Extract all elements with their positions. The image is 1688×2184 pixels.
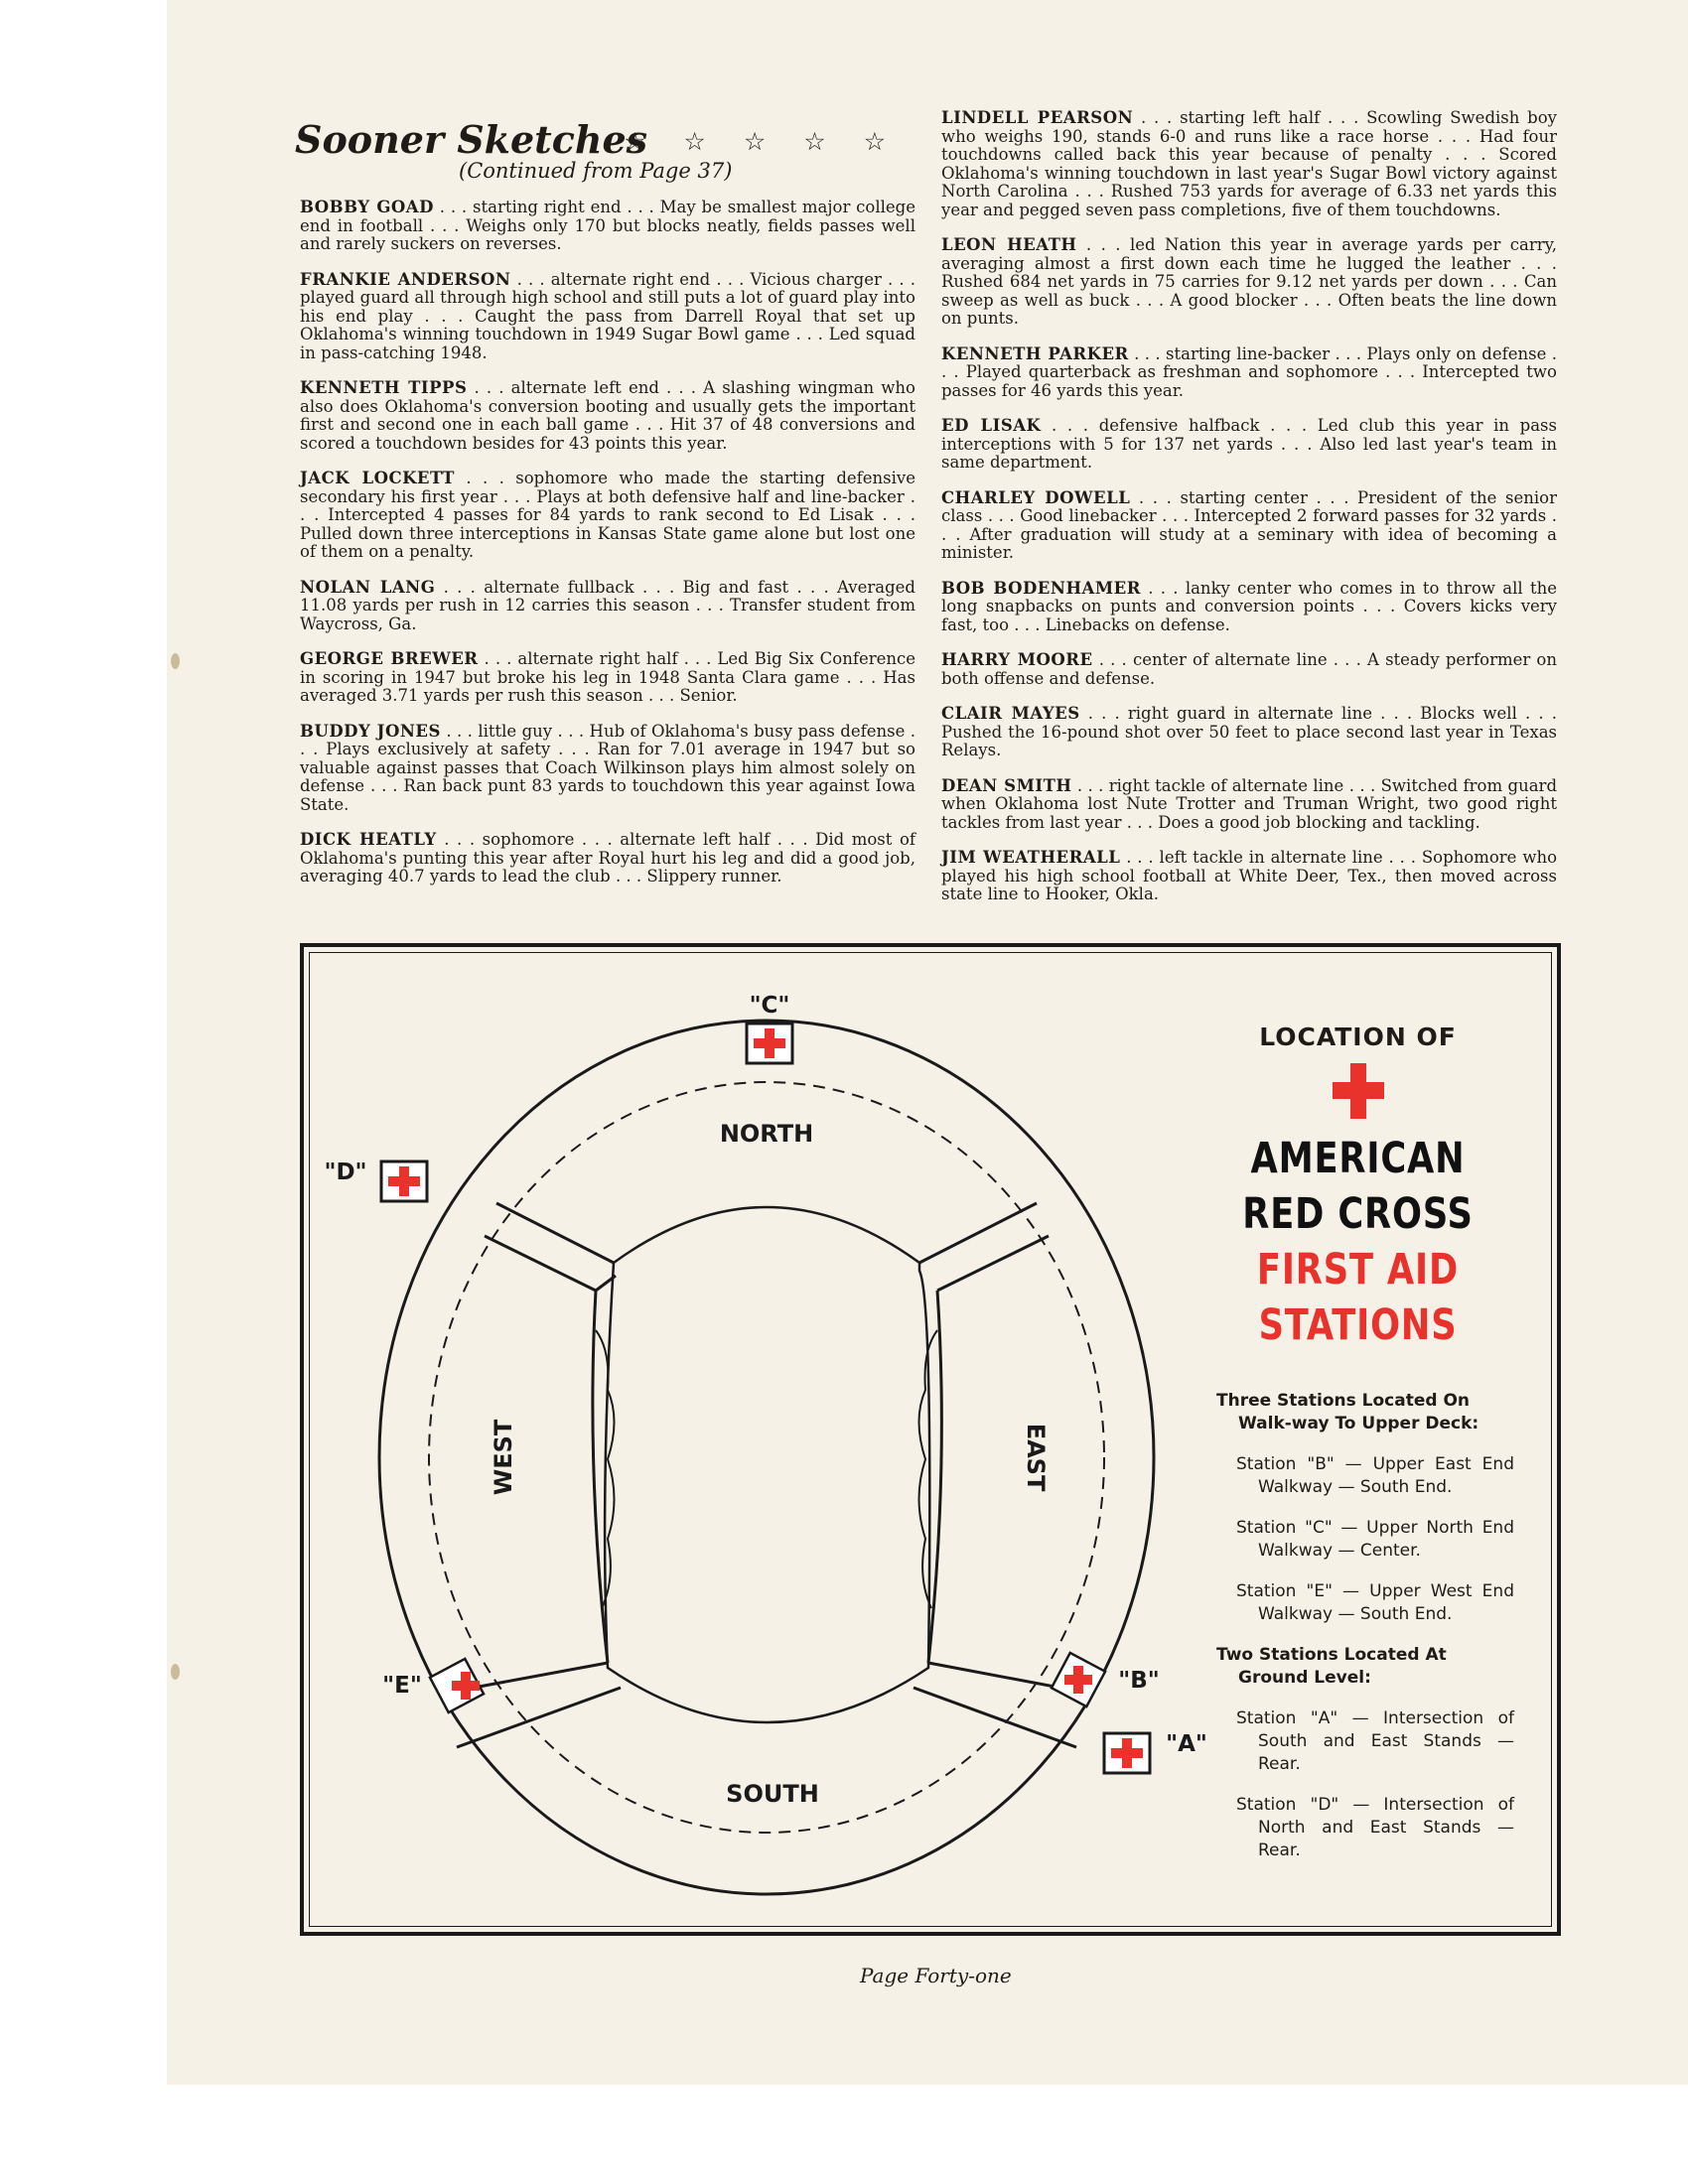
section-title: Sooner Sketches (295, 117, 648, 162)
station-notes (1216, 1390, 1514, 1880)
player-name: GEORGE BREWER (300, 649, 479, 668)
player-description: . . . sophomore . . . alternate left half . . . Did most of Oklahoma's punting this year after Royal hurt his leg and did a good job, averaging 40.7 yards to lead the club . . . Slippery runner. (300, 830, 915, 886)
station-c-label: "C" (749, 993, 790, 1019)
red-cross-icon (1333, 1063, 1384, 1119)
player-description: . . . alternate right end . . . Vicious charger . . . played guard all through high school and still puts a lot of guard play into his end play . . . Caught the pass from Darrell Royal that set up Oklahoma's winning touchdown in 1949 Sugar Bowl game . . . Led squad in pass-catching 1948. (300, 269, 915, 362)
station-e-label: "E" (382, 1673, 422, 1699)
player-name: DICK HEATLY (300, 830, 437, 849)
player-name: KENNETH TIPPS (300, 378, 468, 397)
north-stand-label: NORTH (719, 1120, 814, 1148)
player-name: LEON HEATH (941, 235, 1077, 254)
legend-title-stations: STATIONS (1258, 1300, 1458, 1350)
legend-title-red-cross: RED CROSS (1242, 1189, 1474, 1239)
station-e-marker (430, 1659, 484, 1712)
station-c-marker (747, 1024, 792, 1063)
player-description: . . . starting center . . . President of the senior class . . . Good linebacker . . . Intercepted 2 forward passes for 32 yards . . . After graduation will study at a seminary with idea of becoming a minister. (941, 487, 1557, 562)
player-name: JIM WEATHERALL (941, 848, 1121, 867)
player-description: . . . alternate fullback . . . Big and fast . . . Averaged 11.08 yards per rush in 12 carries this season . . . Transfer student from Waycross, Ga. (300, 577, 915, 633)
player-name: FRANKIE ANDERSON (300, 269, 511, 289)
player-description: . . . lanky center who comes in to throw all the long snapbacks on punts and conversion points . . . Covers kicks very fast, too . . . Linebacks on defense. (941, 578, 1557, 634)
player-name: NOLAN LANG (300, 577, 436, 597)
red-cross-legend (1187, 1023, 1529, 1353)
station-note: Station "A" — Intersection of South and East Stands — Rear. (1236, 1708, 1514, 1774)
player-name: JACK LOCKETT (300, 469, 455, 487)
player-description: . . . starting left half . . . Scowling Swedish boy who weighs 190, stands 6-0 and runs like a race horse . . . Had four touchdowns called back this year because of penalty . . . Scored Oklahoma's winning touchdown in last year's Sugar Bowl victory against North Carolina . . . Rushed 753 yards for average of 6.33 net yards this year and pegged seven pass completions, five of them touchdowns. (941, 108, 1557, 219)
playing-field-edge (605, 1207, 929, 1722)
station-b-marker (1052, 1653, 1105, 1706)
player-name: KENNETH PARKER (941, 343, 1129, 363)
player-name: BOB BODENHAMER (941, 578, 1141, 598)
station-a-label: "A" (1166, 1731, 1207, 1757)
player-name: BUDDY JONES (300, 721, 441, 741)
star-ornaments: ☆☆☆☆☆ (624, 127, 924, 156)
station-d-marker (381, 1161, 427, 1201)
station-d-label: "D" (324, 1160, 367, 1185)
north-west-stand-divider (485, 1203, 614, 1291)
player-description: . . . right guard in alternate line . . . Blocks well . . . Pushed the 16-pound shot over 50 feet to place second last year in Texas Relays. (941, 704, 1557, 759)
player-name: CLAIR MAYES (941, 704, 1080, 723)
upper-deck-heading: Three Stations Located On Walk-way To Upper Deck: (1216, 1391, 1479, 1433)
station-note: Station "E" — Upper West End Walkway — South End. (1236, 1581, 1514, 1624)
page-number: Page Forty-one (860, 1964, 1012, 1987)
player-description: . . . right tackle of alternate line . . . Switched from guard when Oklahoma lost Nute Trotter and Truman Wright, two good right tackles from last year . . . Does a good job blocking and tackling. (941, 775, 1558, 832)
continued-note: (Continued from Page 37) (459, 159, 733, 183)
player-description: . . . starting line-backer . . . Plays only on defense . . . Played quarterback as freshman and sophomore . . . Intercepted two passes for 46 yards this year. (941, 343, 1557, 400)
station-note: Station "C" — Upper North End Walkway — Center. (1236, 1518, 1514, 1561)
player-name: DEAN SMITH (941, 775, 1072, 795)
player-description: . . . alternate left end . . . A slashing wingman who also does Oklahoma's conversion booting and usually gets the important first and second one in each ball game . . . Hit 37 of 48 conversions and scored a touchdown besides for 43 points this year. (300, 378, 915, 453)
west-stand-label: WEST (490, 1419, 517, 1496)
legend-heading: LOCATION OF (1259, 1023, 1457, 1051)
station-a-marker (1104, 1733, 1150, 1773)
legend-title-american: AMERICAN (1250, 1134, 1466, 1183)
south-stand-label: SOUTH (726, 1780, 819, 1808)
east-stand-label: EAST (1022, 1423, 1050, 1492)
player-description: . . . alternate right half . . . Led Big Six Conference in scoring in 1947 but broke his leg in 1948 Santa Clara game . . . Has averaged 3.71 yards per rush this season . . . Senior. (300, 649, 916, 705)
north-east-stand-divider (919, 1203, 1049, 1291)
player-description: . . . led Nation this year in average yards per carry, averaging almost a first down each time he lugged the leather . . . Rushed 684 net yards in 75 carries for 9.12 net yards per down . . . Can sweep as well as buck . . . A good blocker . . . Often beats the line down on punts. (941, 235, 1557, 328)
player-description: . . . starting right end . . . May be smallest major college end in football . . . Weighs only 170 but blocks neatly, fields passes well and rarely suckers on reverses. (300, 198, 915, 253)
player-description: . . . left tackle in alternate line . . . Sophomore who played his high school football at White Deer, Tex., then moved across state line to Hooker, Okla. (941, 848, 1558, 903)
player-name: BOBBY GOAD (300, 198, 434, 216)
player-name: ED LISAK (941, 416, 1042, 435)
station-note: Station "B" — Upper East End Walkway — South End. (1236, 1454, 1514, 1497)
legend-title-first-aid: FIRST AID (1256, 1245, 1460, 1295)
player-description: . . . sophomore who made the starting defensive secondary his first year . . . Plays at both defensive half and line-backer . . . Intercepted 4 passes for 84 yards to rank second to Ed Lisak . . . Pulled down three interceptions in Kansas State game alone but lost one of them on a penalty. (300, 469, 915, 561)
player-name: LINDELL PEARSON (941, 108, 1134, 127)
player-description: . . . defensive halfback . . . Led club this year in pass interceptions with 5 for 137 net yards . . . Also led last year's team in same department. (941, 416, 1557, 472)
player-description: . . . center of alternate line . . . A steady performer on both offense and defense. (941, 650, 1557, 688)
player-name: CHARLEY DOWELL (941, 487, 1131, 507)
station-note: Station "D" — Intersection of North and East Stands — Rear. (1236, 1795, 1514, 1860)
station-b-label: "B" (1118, 1668, 1160, 1694)
ground-level-heading: Two Stations Located At Ground Level: (1216, 1645, 1447, 1688)
player-name: HARRY MOORE (941, 650, 1093, 669)
player-description: . . . little guy . . . Hub of Oklahoma's busy pass defense . . . Plays exclusively at safety . . . Ran for 7.01 average in 1947 but so valuable against passes that Coach Wilkinson plays him almost solely on defense . . . Ran back punt 83 yards to touchdown this year against Iowa State. (300, 721, 916, 814)
